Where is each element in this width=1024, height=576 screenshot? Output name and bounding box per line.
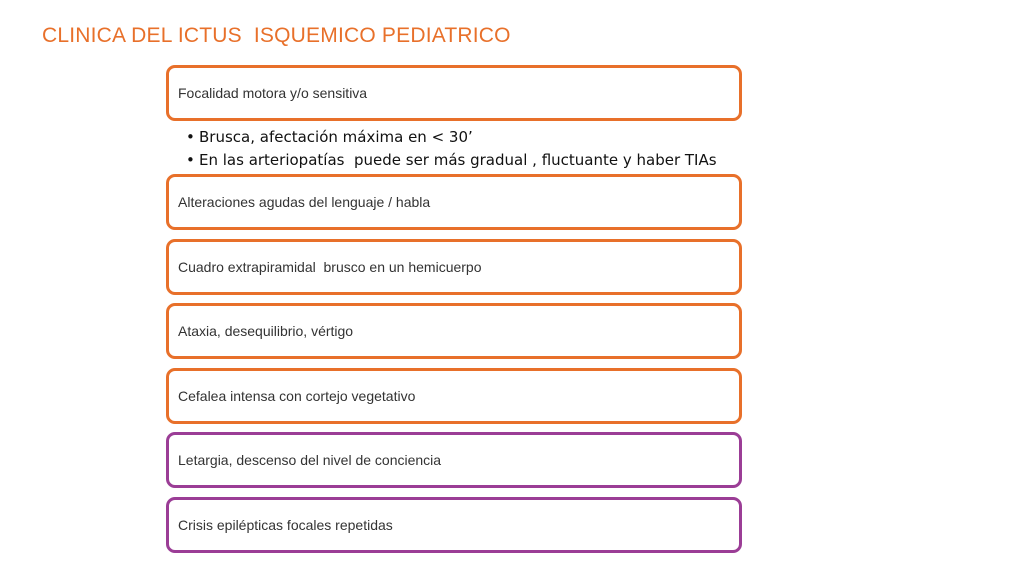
symptom-label: Letargia, descenso del nivel de conciencia — [178, 452, 442, 468]
bullet-list — [186, 126, 717, 172]
symptom-box-motor-focality — [166, 65, 742, 121]
symptom-box-headache — [166, 368, 742, 424]
slide-title: CLINICA DEL ICTUS ISQUEMICO PEDIATRICO — [42, 24, 511, 47]
symptom-label: Ataxia, desequilibrio, vértigo — [178, 323, 354, 339]
symptom-label: Cuadro extrapiramidal brusco en un hemicuerpo — [178, 259, 482, 275]
symptom-label: Crisis epilépticas focales repetidas — [178, 517, 393, 533]
symptom-box-seizures — [166, 497, 742, 553]
symptom-label: Alteraciones agudas del lenguaje / habla — [178, 194, 431, 210]
symptom-box-extrapyramidal — [166, 239, 742, 295]
bullet-item: • Brusca, afectación máxima en < 30’ — [186, 126, 717, 149]
symptom-box-ataxia — [166, 303, 742, 359]
symptom-box-lethargy — [166, 432, 742, 488]
symptom-box-language — [166, 174, 742, 230]
bullet-item: • En las arteriopatías puede ser más gradual , fluctuante y haber TIAs — [186, 149, 717, 172]
symptom-label: Focalidad motora y/o sensitiva — [178, 85, 368, 101]
symptom-label: Cefalea intensa con cortejo vegetativo — [178, 388, 416, 404]
